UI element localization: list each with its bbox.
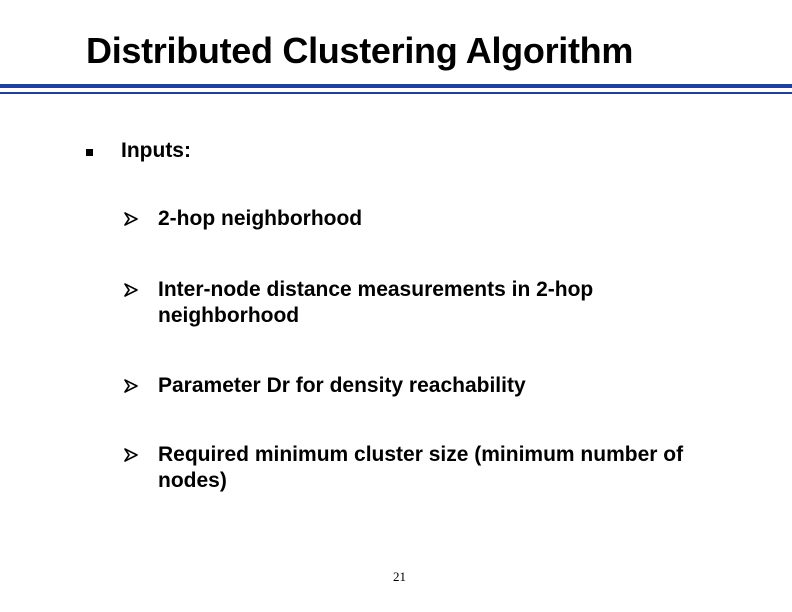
arrow-bullet-icon (124, 283, 138, 297)
title-rule-thick (0, 84, 792, 88)
square-bullet-icon (86, 149, 93, 156)
page-number: 21 (393, 569, 406, 584)
slide-title: Distributed Clustering Algorithm (86, 30, 634, 71)
sub-item-cluster-size: Required minimum cluster size (minimum number of nodes) (158, 443, 684, 492)
bullet-inputs-label: Inputs: (121, 139, 191, 162)
arrow-bullet-icon (124, 379, 138, 393)
arrow-bullet-icon (124, 212, 138, 226)
sub-item-parameter: Parameter Dr for density reachability (158, 374, 526, 397)
title-rule-thin (0, 92, 792, 94)
arrow-bullet-icon (124, 448, 138, 462)
sub-item-distance: Inter-node distance measurements in 2-hop neighborhood (158, 278, 594, 327)
sub-item-2hop: 2-hop neighborhood (158, 207, 363, 230)
